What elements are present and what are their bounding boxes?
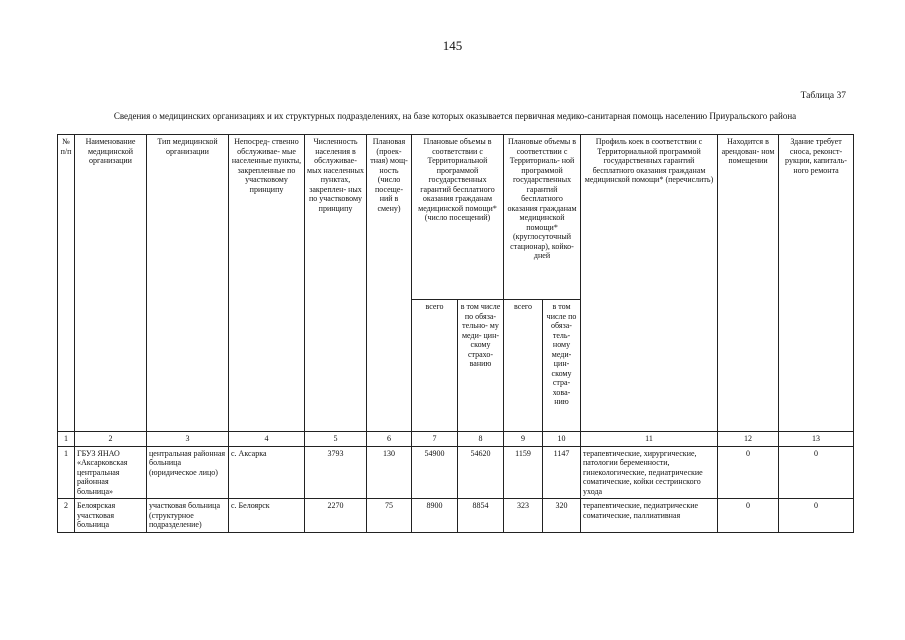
header-beds-group: Плановые объемы в соответствии с Территориаль- ной программой государственных гарантий бесплатного оказания гражданам медицинской помощи* (круглосуточный стационар), койко-дней <box>504 135 581 300</box>
column-number: 4 <box>229 432 305 447</box>
header-type: Тип медицинской организации <box>147 135 229 432</box>
column-number: 6 <box>367 432 412 447</box>
header-beds-total: всего <box>504 300 543 432</box>
header-planned-capacity: Плановая (проек- тная) мощ- ность (число посеще- ний в смену) <box>367 135 412 432</box>
row-name: ГБУЗ ЯНАО «Аксарковская центральная районная больница» <box>75 446 147 499</box>
column-number: 1 <box>58 432 75 447</box>
row-leased: 0 <box>718 446 779 499</box>
row-beds-total: 323 <box>504 499 543 533</box>
column-number: 9 <box>504 432 543 447</box>
row-beds-oms: 320 <box>543 499 581 533</box>
row-name: Белоярская участковая больница <box>75 499 147 533</box>
row-visits-oms: 54620 <box>458 446 504 499</box>
header-settlements: Непосред- ственно обслуживае- мые населенные пункты, закрепленные по участковому принципу <box>229 135 305 432</box>
medical-organizations-table <box>57 134 854 533</box>
row-settlements: с. Белоярск <box>229 499 305 533</box>
table-row <box>58 446 854 499</box>
page-number: 145 <box>442 38 463 53</box>
row-no: 1 <box>58 446 75 499</box>
row-type: центральная районная больница (юридическое лицо) <box>147 446 229 499</box>
row-population: 3793 <box>305 446 367 499</box>
column-number-row <box>58 432 854 447</box>
column-number: 7 <box>412 432 458 447</box>
row-settlements: с. Аксарка <box>229 446 305 499</box>
column-number: 5 <box>305 432 367 447</box>
row-profile: терапевтические, педиатрические соматические, паллиативная <box>581 499 718 533</box>
column-number: 13 <box>779 432 854 447</box>
row-visits-total: 8900 <box>412 499 458 533</box>
row-beds-total: 1159 <box>504 446 543 499</box>
row-demolition: 0 <box>779 446 854 499</box>
row-leased: 0 <box>718 499 779 533</box>
header-leased: Находится в арендован- ном помещении <box>718 135 779 432</box>
row-visits-oms: 8854 <box>458 499 504 533</box>
table-label: Таблица 37 <box>800 91 846 101</box>
row-population: 2270 <box>305 499 367 533</box>
column-number: 10 <box>543 432 581 447</box>
row-no: 2 <box>58 499 75 533</box>
header-population: Численность населения в обслуживае- мых населенных пунктах, закреплен- ных по участковому принципу <box>305 135 367 432</box>
table-row <box>58 499 854 533</box>
header-profile: Профиль коек в соответствии с Территориальной программой государственных гарантий бесплатного оказания гражданам медицинской помощи* (перечислить) <box>581 135 718 432</box>
row-visits-total: 54900 <box>412 446 458 499</box>
column-number: 2 <box>75 432 147 447</box>
row-capacity: 75 <box>367 499 412 533</box>
row-capacity: 130 <box>367 446 412 499</box>
column-number: 8 <box>458 432 504 447</box>
row-profile: терапевтические, хирургические, патологии беременности, гинекологические, педиатрические соматические, койки сестринского ухода <box>581 446 718 499</box>
table-caption: Сведения о медицинских организациях и их структурных подразделениях, на базе которых оказывается первичная медико-санитарная помощь населению Приуральского района <box>113 111 797 121</box>
column-number: 12 <box>718 432 779 447</box>
column-number: 3 <box>147 432 229 447</box>
header-demolition: Здание требует сноса, реконст- рукции, капиталь- ного ремонта <box>779 135 854 432</box>
header-name: Наименование медицинской организации <box>75 135 147 432</box>
header-visits-oms: в том числе по обяза- тельно- му меди- цин- скому страхо- ванию <box>458 300 504 432</box>
row-demolition: 0 <box>779 499 854 533</box>
row-beds-oms: 1147 <box>543 446 581 499</box>
header-no: № п/п <box>58 135 75 432</box>
column-number: 11 <box>581 432 718 447</box>
row-type: участковая больница (структурное подразделение) <box>147 499 229 533</box>
header-visits-total: всего <box>412 300 458 432</box>
header-row-1 <box>58 135 854 300</box>
header-beds-oms: в том числе по обяза- тель- ному меди- цин- скому стра- хова- нию <box>543 300 581 432</box>
header-visits-group: Плановые объемы в соответствии с Территориальной программой государственных гарантий бесплатного оказания гражданам медицинской помощи* (число посещений) <box>412 135 504 300</box>
